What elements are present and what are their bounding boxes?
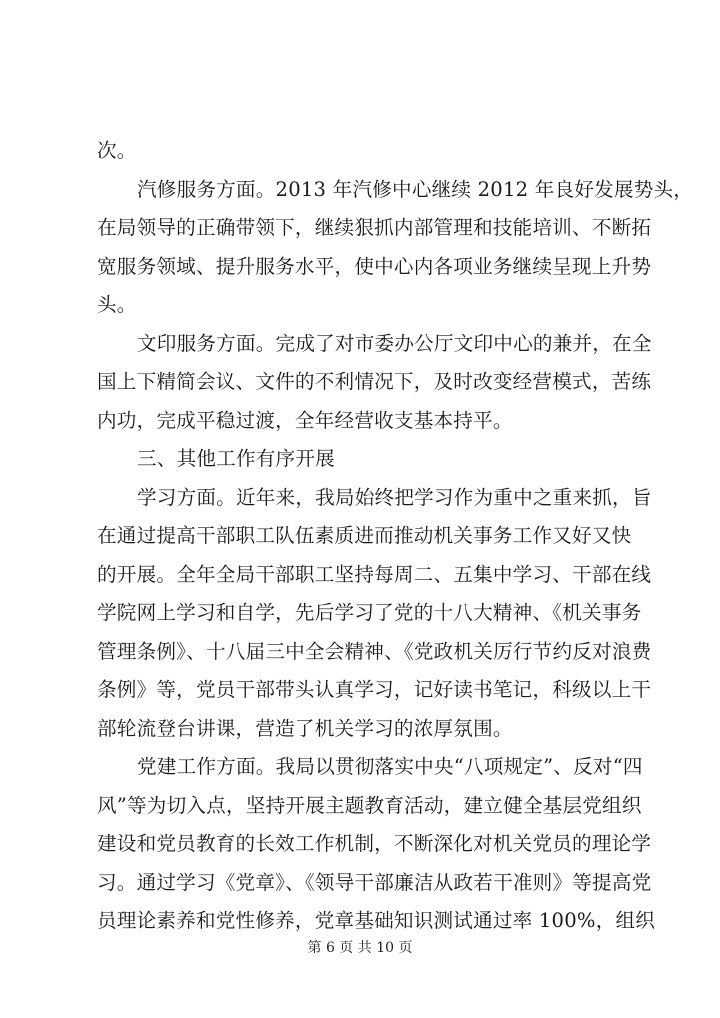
text-line: 风”等为切入点，坚持开展主题教育活动，建立健全基层党组织: [97, 793, 642, 817]
text-line: 国上下精简会议、文件的不利情况下，及时改变经营模式，苦练: [97, 370, 652, 393]
text-line: 内功，完成平稳过渡，全年经营收支基本持平。: [97, 408, 513, 432]
text-line: 三、其他工作有序开展: [137, 447, 335, 470]
text-line: 建设和党员教育的长效工作机制，不断深化对机关党员的理论学: [97, 832, 652, 855]
text-line: 部轮流登台讲课，营造了机关学习的浓厚氛围。: [97, 716, 513, 740]
text-line: 在通过提高干部职工队伍素质进而推动机关事务工作又好又快: [97, 524, 632, 547]
text-line: 头。: [97, 293, 137, 316]
text-line: 党建工作方面。我局以贯彻落实中央“八项规定”、反对“四: [137, 755, 643, 778]
text-line: 文印服务方面。完成了对市委办公厅文印中心的兼并，在全: [137, 331, 652, 355]
text-line: 学习方面。近年来，我局始终把学习作为重中之重来抓，旨: [137, 485, 652, 509]
page-footer: 第 6 页 共 10 页: [307, 940, 413, 956]
text-line: 习。通过学习《党章》、《领导干部廉洁从政若干准则》等提高党: [97, 870, 652, 894]
text-line: 的开展。全年全局干部职工坚持每周二、五集中学习、干部在线: [97, 562, 652, 586]
text-line: 管理条例》、十八届三中全会精神、《党政机关厉行节约反对浪费: [97, 639, 652, 663]
text-line: 条例》等，党员干部带头认真学习，记好读书笔记，科级以上干: [97, 678, 652, 701]
text-line: 汽修服务方面。2013 年汽修中心继续 2012 年良好发展势头，: [137, 177, 694, 201]
document-body: [97, 132, 694, 941]
text-line: 学院网上学习和自学，先后学习了党的十八大精神、《机关事务: [97, 601, 642, 624]
text-line: 员理论素养和党性修养，党章基础知识测试通过率 100%，组织: [97, 909, 656, 932]
text-line: 宽服务领域、提升服务水平，使中心内各项业务继续呈现上升势: [97, 254, 652, 278]
text-line: 次。: [97, 139, 137, 162]
text-line: 在局领导的正确带领下，继续狠抓内部管理和技能培训、不断拓: [97, 216, 652, 239]
